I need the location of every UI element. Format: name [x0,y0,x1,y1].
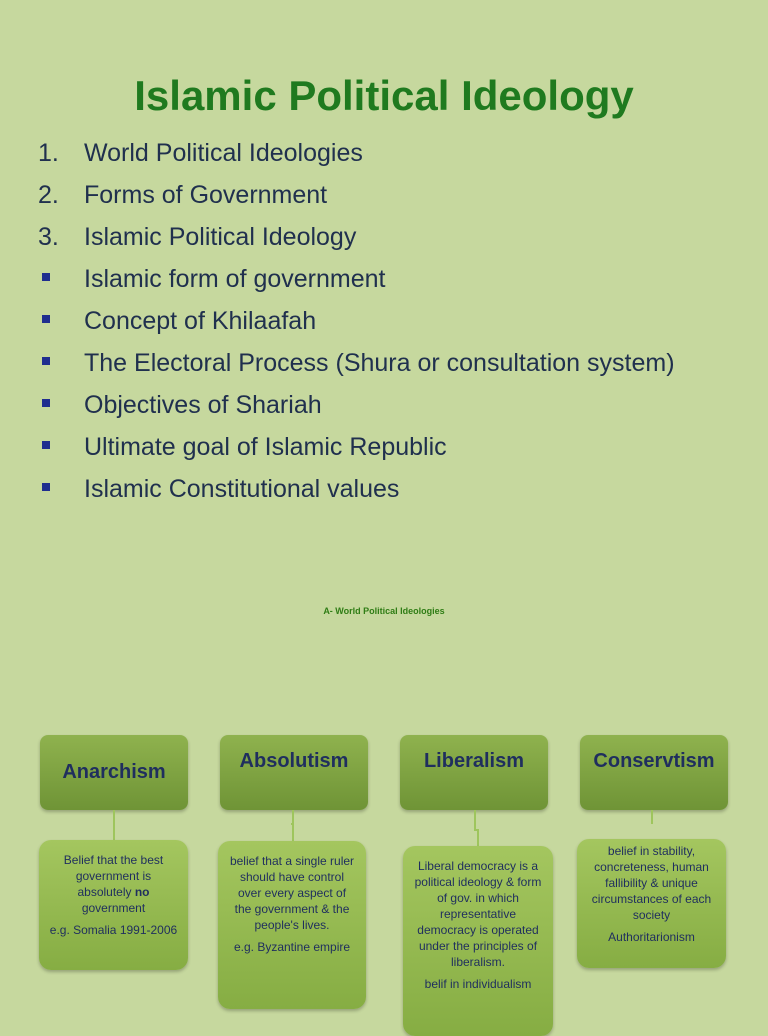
outline-item [38,300,675,342]
outline-item [38,174,675,216]
outline-item [38,342,675,384]
outline-text: Objectives of Shariah [84,391,322,419]
liberalism-description-box [403,846,553,1036]
square-bullet-icon [42,315,50,323]
outline-text: Islamic Political Ideology [84,223,357,251]
square-bullet-icon [42,357,50,365]
square-bullet-icon [42,273,50,281]
connector-line [292,823,294,841]
conservatism-heading-box [580,735,728,810]
outline-item [38,426,675,468]
ideology-name: Liberalism [423,750,525,772]
liberalism-heading-box [400,735,548,810]
outline-text: The Electoral Process (Shura or consultation system) [84,349,675,377]
connector-line [292,810,294,824]
outline-list [38,132,675,510]
outline-text: Islamic Constitutional values [84,475,400,503]
outline-item [38,468,675,510]
ideology-example: e.g. Somalia 1991-2006 [49,923,178,937]
ideology-description: Belief that the best government is absolutely no government [63,853,164,915]
connector-line [474,810,476,830]
ideology-name: Anarchism [62,761,166,783]
outline-item [38,216,675,258]
anarchism-description-box [39,840,188,970]
connector-line [477,829,479,847]
outline-text: Concept of Khilaafah [84,307,317,335]
outline-item [38,384,675,426]
connector-line [113,810,115,840]
anarchism-heading-box [40,735,188,810]
outline-number: 3. [38,223,59,251]
square-bullet-icon [42,441,50,449]
slide-title: Islamic Political Ideology [134,72,634,119]
ideology-example: e.g. Byzantine empire [233,940,351,954]
outline-number: 1. [38,139,59,167]
ideology-description: belief in stability, concreteness, human fallibility & unique circumstances of each society [591,844,712,922]
outline-item [38,132,675,174]
diagram-caption: A- World Political Ideologies [323,606,445,616]
ideology-example: belif in individualism [424,977,532,991]
outline-text: World Political Ideologies [84,139,363,167]
outline-text: Forms of Government [84,181,328,209]
outline-text: Ultimate goal of Islamic Republic [84,433,447,461]
outline-number: 2. [38,181,59,209]
absolutism-description-box [218,841,366,1009]
ideology-name: Conservtism [593,750,715,772]
connector-line [651,810,653,824]
ideology-description: belief that a single ruler should have control over every aspect of the government & the people's lives. [229,854,355,932]
square-bullet-icon [42,483,50,491]
outline-text: Islamic form of government [84,265,386,293]
absolutism-heading-box [220,735,368,810]
conservatism-description-box [577,839,726,968]
outline-item [38,258,675,300]
ideology-name: Absolutism [239,750,349,772]
ideology-example: Authoritarionism [608,930,695,944]
square-bullet-icon [42,399,50,407]
ideology-description: Liberal democracy is a political ideology & form of gov. in which representative democracy is operated under the principles of liberalism. [414,859,542,969]
